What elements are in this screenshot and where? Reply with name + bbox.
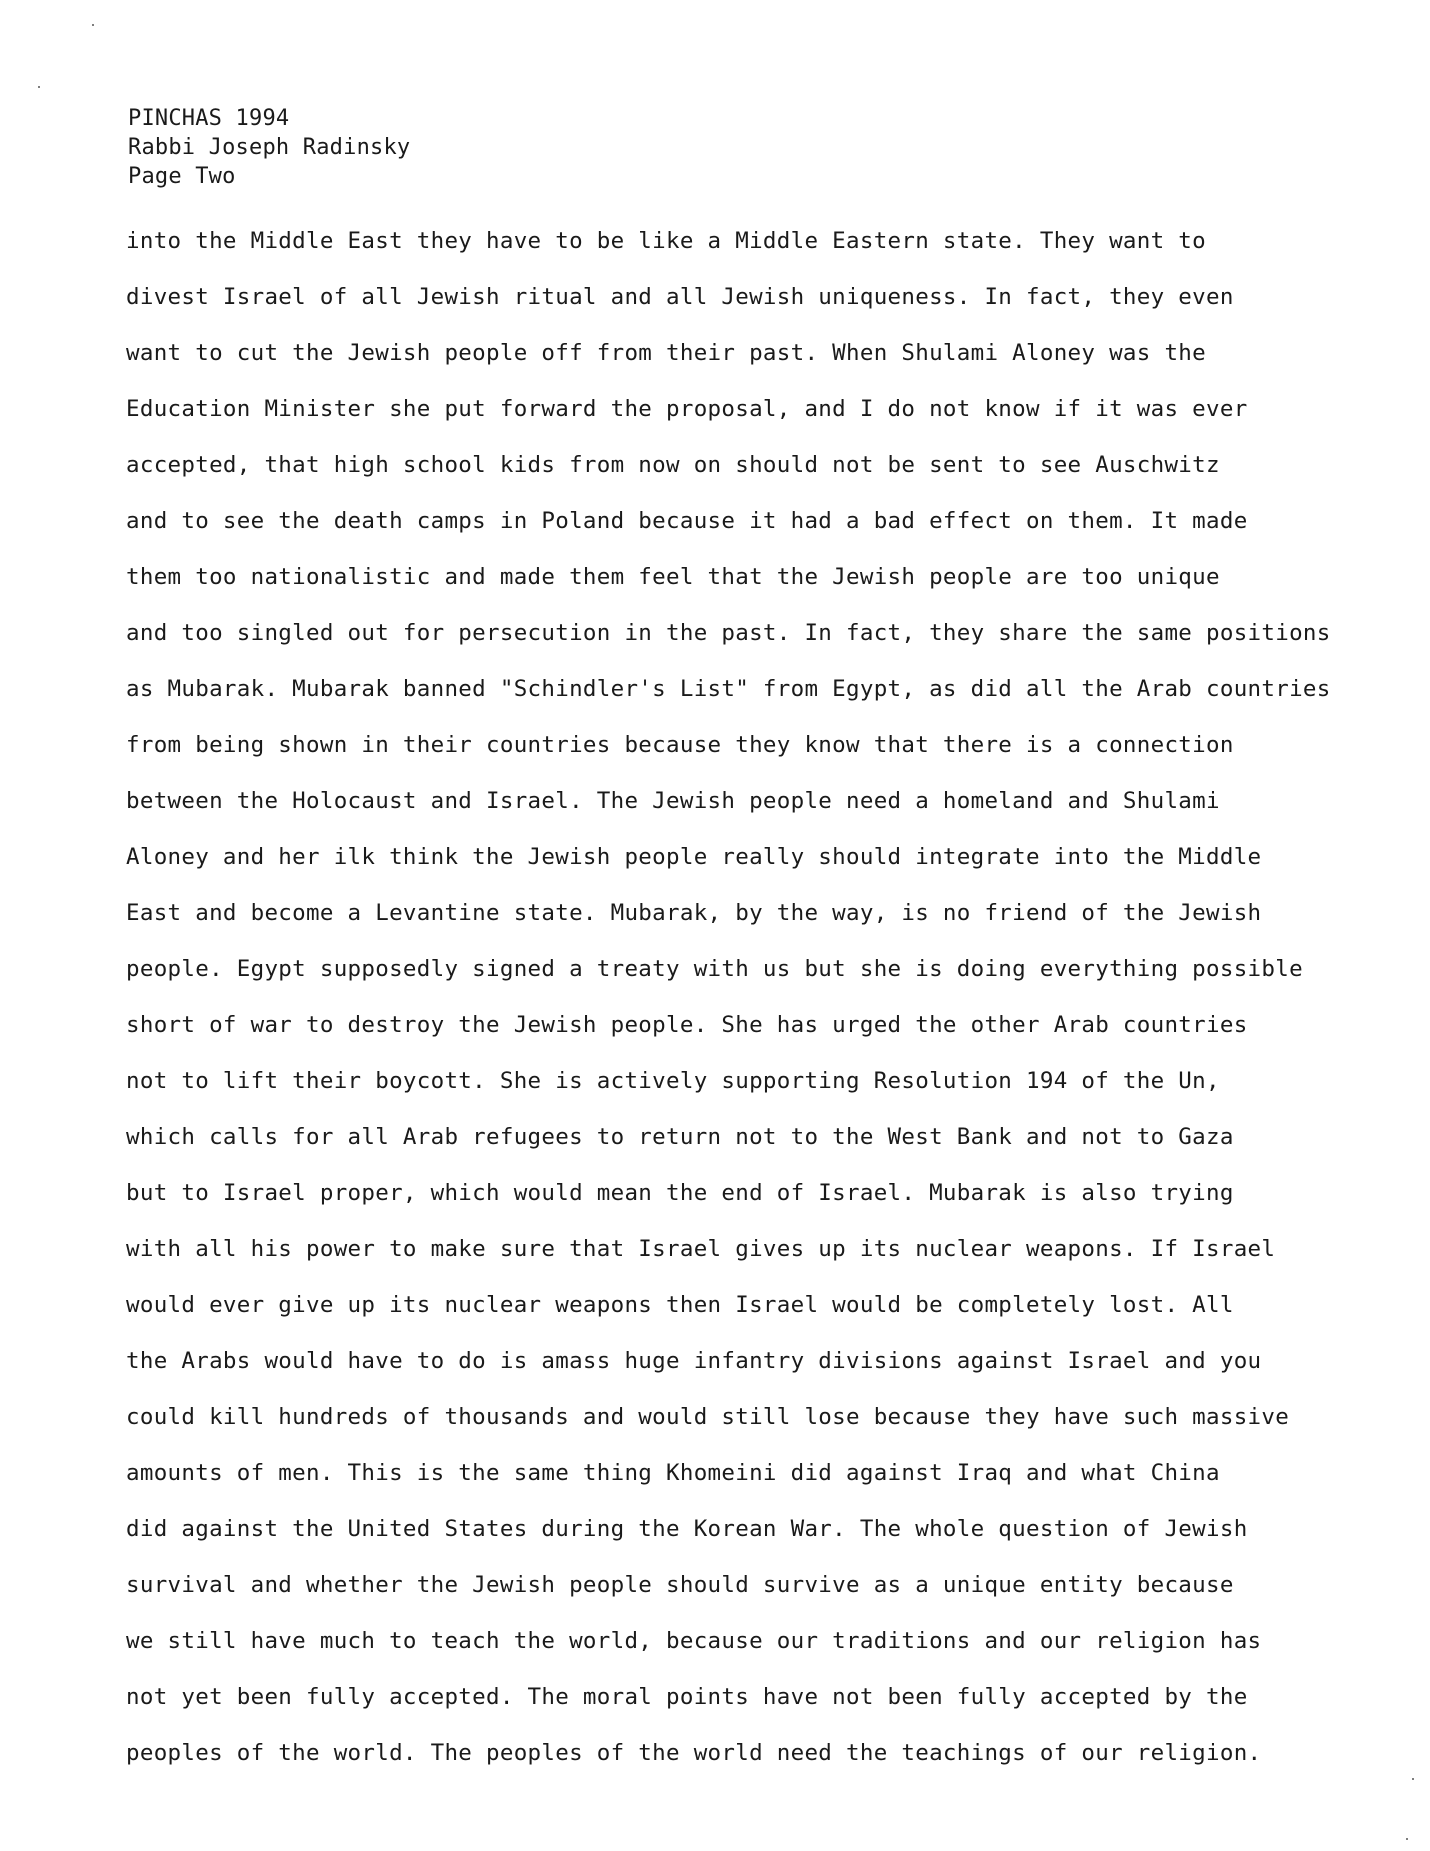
text-line: as Mubarak. Mubarak banned "Schindler's List" from Egypt, as did all the Arab countries	[126, 676, 1331, 702]
text-line: from being shown in their countries because they know that there is a connection	[126, 732, 1234, 758]
text-line: with all his power to make sure that Israel gives up its nuclear weapons. If Israel	[126, 1236, 1276, 1262]
header-author: Rabbi Joseph Radinsky	[128, 135, 411, 160]
text-line: survival and whether the Jewish people should survive as a unique entity because	[126, 1572, 1234, 1598]
document-header	[128, 104, 410, 191]
header-page-number: Page Two	[128, 164, 236, 189]
scan-speck	[92, 24, 94, 26]
text-line: divest Israel of all Jewish ritual and all Jewish uniqueness. In fact, they even	[126, 284, 1234, 310]
text-line: between the Holocaust and Israel. The Jewish people need a homeland and Shulami	[126, 788, 1220, 814]
text-line: want to cut the Jewish people off from their past. When Shulami Aloney was the	[126, 340, 1206, 366]
scan-speck	[1406, 1838, 1408, 1840]
text-line: peoples of the world. The peoples of the world need the teachings of our religion.	[126, 1740, 1262, 1766]
text-line: Education Minister she put forward the proposal, and I do not know if it was ever	[126, 396, 1248, 422]
text-line: Aloney and her ilk think the Jewish people really should integrate into the Middle	[126, 844, 1262, 870]
text-line: did against the United States during the Korean War. The whole question of Jewish	[126, 1516, 1248, 1542]
text-line: East and become a Levantine state. Mubarak, by the way, is no friend of the Jewish	[126, 900, 1262, 926]
text-line: not to lift their boycott. She is actively supporting Resolution 194 of the Un,	[126, 1068, 1220, 1094]
text-line: and to see the death camps in Poland because it had a bad effect on them. It made	[126, 508, 1248, 534]
text-line: people. Egypt supposedly signed a treaty with us but she is doing everything possible	[126, 956, 1303, 982]
scan-speck	[38, 86, 40, 88]
text-line: would ever give up its nuclear weapons then Israel would be completely lost. All	[126, 1292, 1234, 1318]
text-line: amounts of men. This is the same thing Khomeini did against Iraq and what China	[126, 1460, 1220, 1486]
text-line: the Arabs would have to do is amass huge infantry divisions against Israel and you	[126, 1348, 1262, 1374]
text-line: and too singled out for persecution in the past. In fact, they share the same positions	[126, 620, 1331, 646]
text-line: we still have much to teach the world, because our traditions and our religion has	[126, 1628, 1262, 1654]
text-line: them too nationalistic and made them feel that the Jewish people are too unique	[126, 564, 1220, 590]
text-line: short of war to destroy the Jewish people. She has urged the other Arab countries	[126, 1012, 1248, 1038]
text-line: but to Israel proper, which would mean the end of Israel. Mubarak is also trying	[126, 1180, 1234, 1206]
text-line: into the Middle East they have to be like a Middle Eastern state. They want to	[126, 228, 1206, 254]
text-line: accepted, that high school kids from now on should not be sent to see Auschwitz	[126, 452, 1220, 478]
text-line: not yet been fully accepted. The moral points have not been fully accepted by the	[126, 1684, 1248, 1710]
header-title: PINCHAS 1994	[128, 106, 290, 131]
body-text	[126, 213, 1416, 1781]
text-line: could kill hundreds of thousands and would still lose because they have such massive	[126, 1404, 1290, 1430]
text-line: which calls for all Arab refugees to return not to the West Bank and not to Gaza	[126, 1124, 1234, 1150]
